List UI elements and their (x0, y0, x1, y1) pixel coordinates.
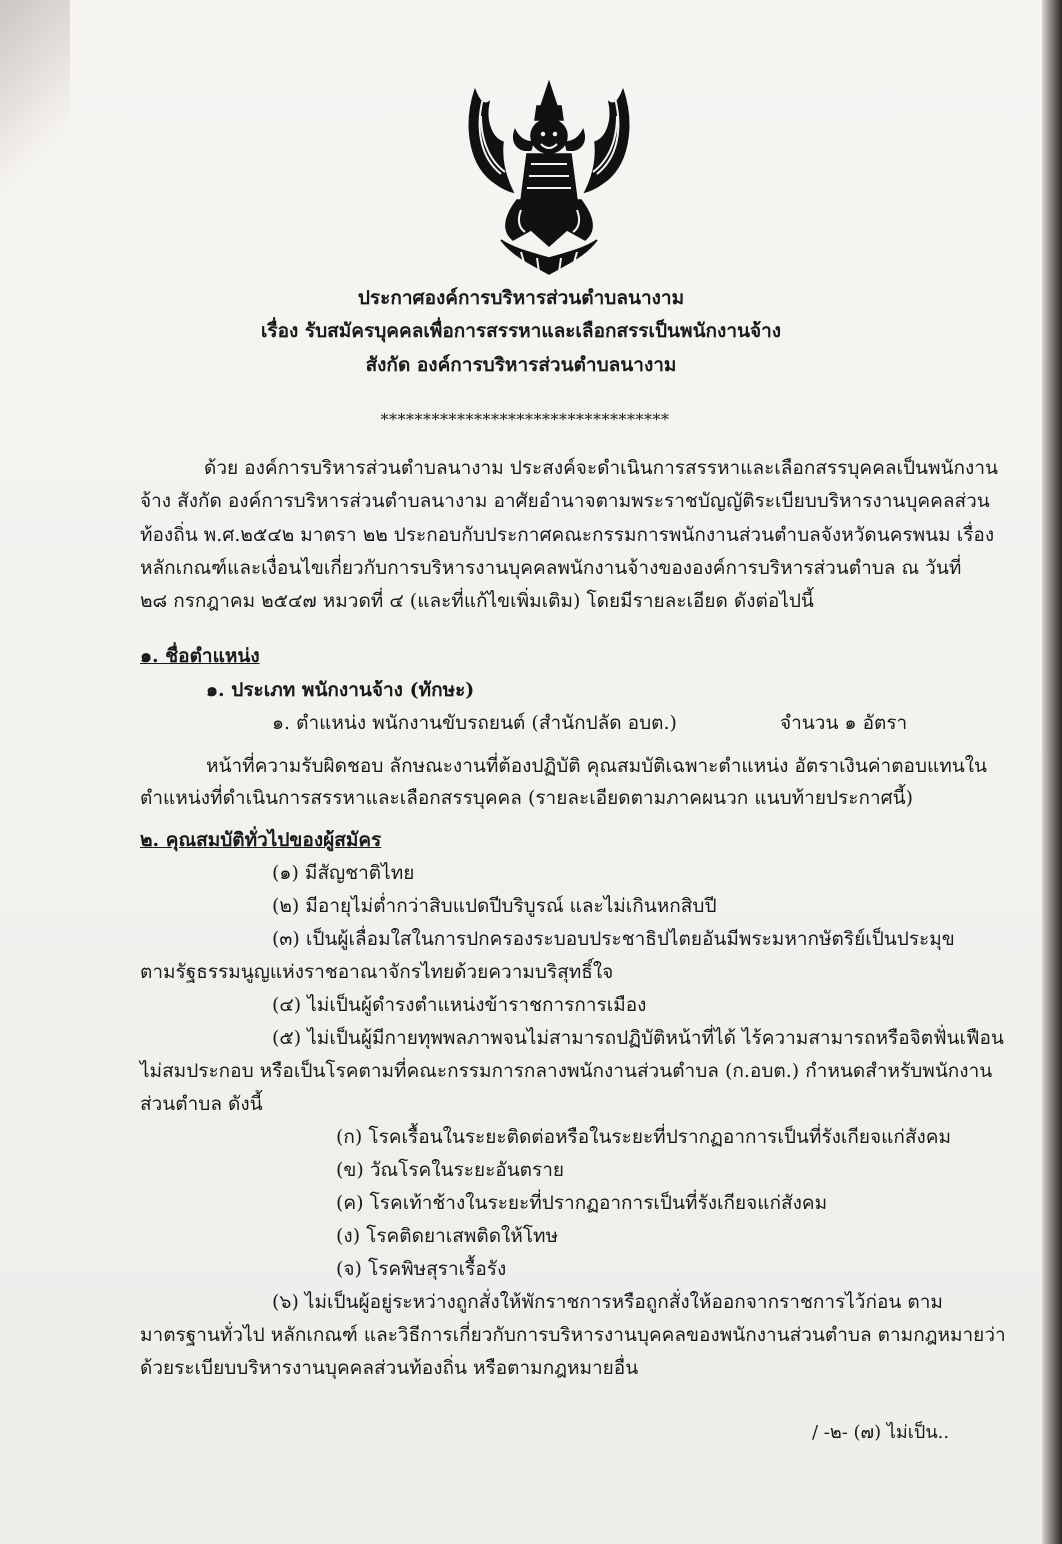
disease-item: (ก) โรคเรื้อนในระยะติดต่อหรือในระยะที่ปรากฏอาการเป็นที่รังเกียจแก่สังคม (336, 1126, 952, 1148)
disease-item: (ค) โรคเท้าช้างในระยะที่ปรากฏอาการเป็นที่รังเกียจแก่สังคม (336, 1192, 828, 1214)
section2-heading: ๒. คุณสมบัติทั่วไปของผู้สมัคร (140, 829, 382, 851)
announcement-subject: เรื่อง รับสมัครบุคคลเพื่อการสรรหาและเลือกสรรเป็นพนักงานจ้าง (260, 320, 782, 342)
qualification-item: (๔) ไม่เป็นผู้ดำรงตำแหน่งข้าราชการการเมือง (272, 994, 647, 1016)
intro-line: จ้าง สังกัด องค์การบริหารส่วนตำบลนางาม อาศัยอำนาจตามพระราชบัญญัติระเบียบบริหารงานบุคคลส่วน (140, 490, 990, 512)
section1-subheading: ๑. ประเภท พนักงานจ้าง (ทักษะ) (206, 679, 475, 701)
section1-heading: ๑. ชื่อตำแหน่ง (140, 645, 260, 667)
disease-item: (จ) โรคพิษสุราเรื้อรัง (336, 1258, 507, 1280)
qualification-item: ด้วยระเบียบบริหารงานบุคคลส่วนท้องถิ่น หรือตามกฎหมายอื่น (140, 1357, 639, 1379)
qualification-item: (๕) ไม่เป็นผู้มีกายทุพพลภาพจนไม่สามารถปฏิบัติหน้าที่ได้ ไร้ความสามารถหรือจิตฟั่นเฟือน (272, 1027, 1004, 1049)
page-continuation: / -๒- (๗) ไม่เป็น.. (812, 1422, 950, 1443)
intro-line: หลักเกณฑ์และเงื่อนไขเกี่ยวกับการบริหารงานบุคคลพนักงานจ้างขององค์การบริหารส่วนตำบล ณ วันที่ (140, 557, 962, 579)
duty-line: หน้าที่ความรับผิดชอบ ลักษณะงานที่ต้องปฏิบัติ คุณสมบัติเฉพาะตำแหน่ง อัตราเงินค่าตอบแทนใน (206, 755, 988, 777)
disease-item: (ง) โรคติดยาเสพติดให้โทษ (336, 1225, 559, 1247)
qualification-item: (๑) มีสัญชาติไทย (272, 862, 415, 884)
intro-line: ท้องถิ่น พ.ศ.๒๕๔๒ มาตรา ๒๒ ประกอบกับประกาศคณะกรรมการพนักงานส่วนตำบลจังหวัดนครพนม เรื่อง (140, 524, 995, 546)
page-edge (1042, 0, 1062, 1544)
page-shadow (0, 0, 70, 260)
announcement-affiliation: สังกัด องค์การบริหารส่วนตำบลนางาม (365, 354, 677, 376)
intro-line: ๒๘ กรกฎาคม ๒๕๔๗ หมวดที่ ๔ (และที่แก้ไขเพิ่มเติม) โดยมีรายละเอียด ดังต่อไปนี้ (140, 590, 814, 612)
garuda-emblem-icon (461, 80, 637, 276)
announcement-title: ประกาศองค์การบริหารส่วนตำบลนางาม (357, 287, 685, 309)
qualification-item: มาตรฐานทั่วไป หลักเกณฑ์ และวิธีการเกี่ยวกับการบริหารงานบุคคลของพนักงานส่วนตำบล ตามกฎหมายว่า (140, 1324, 1006, 1346)
intro-line: ด้วย องค์การบริหารส่วนตำบลนางาม ประสงค์จะดำเนินการสรรหาและเลือกสรรบุคคลเป็นพนักงาน (204, 457, 998, 479)
duty-line: ตำแหน่งที่ดำเนินการสรรหาและเลือกสรรบุคคล (รายละเอียดตามภาคผนวก แนบท้ายประกาศนี้) (140, 787, 914, 809)
qualification-item: ไม่สมประกอบ หรือเป็นโรคตามที่คณะกรรมการกลางพนักงานส่วนตำบล (ก.อบต.) กำหนดสำหรับพนักงาน (140, 1060, 993, 1082)
separator-line: ********************************** (380, 410, 670, 429)
position-quota: จำนวน ๑ อัตรา (780, 712, 908, 734)
position-name: ๑. ตำแหน่ง พนักงานขับรถยนต์ (สำนักปลัด อบต.) (272, 712, 677, 734)
qualification-item: ส่วนตำบล ดังนี้ (140, 1093, 263, 1115)
qualification-item: (๒) มีอายุไม่ต่ำกว่าสิบแปดปีบริบูรณ์ และไม่เกินหกสิบปี (272, 895, 717, 917)
qualification-item: (๓) เป็นผู้เลื่อมใสในการปกครองระบอบประชาธิปไตยอันมีพระมหากษัตริย์เป็นประมุข (272, 928, 955, 950)
disease-item: (ข) วัณโรคในระยะอันตราย (336, 1159, 565, 1181)
qualification-item: (๖) ไม่เป็นผู้อยู่ระหว่างถูกสั่งให้พักราชการหรือถูกสั่งให้ออกจากราชการไว้ก่อน ตาม (272, 1291, 943, 1313)
qualification-item: ตามรัฐธรรมนูญแห่งราชอาณาจักรไทยด้วยความบริสุทธิ์ใจ (140, 961, 614, 983)
